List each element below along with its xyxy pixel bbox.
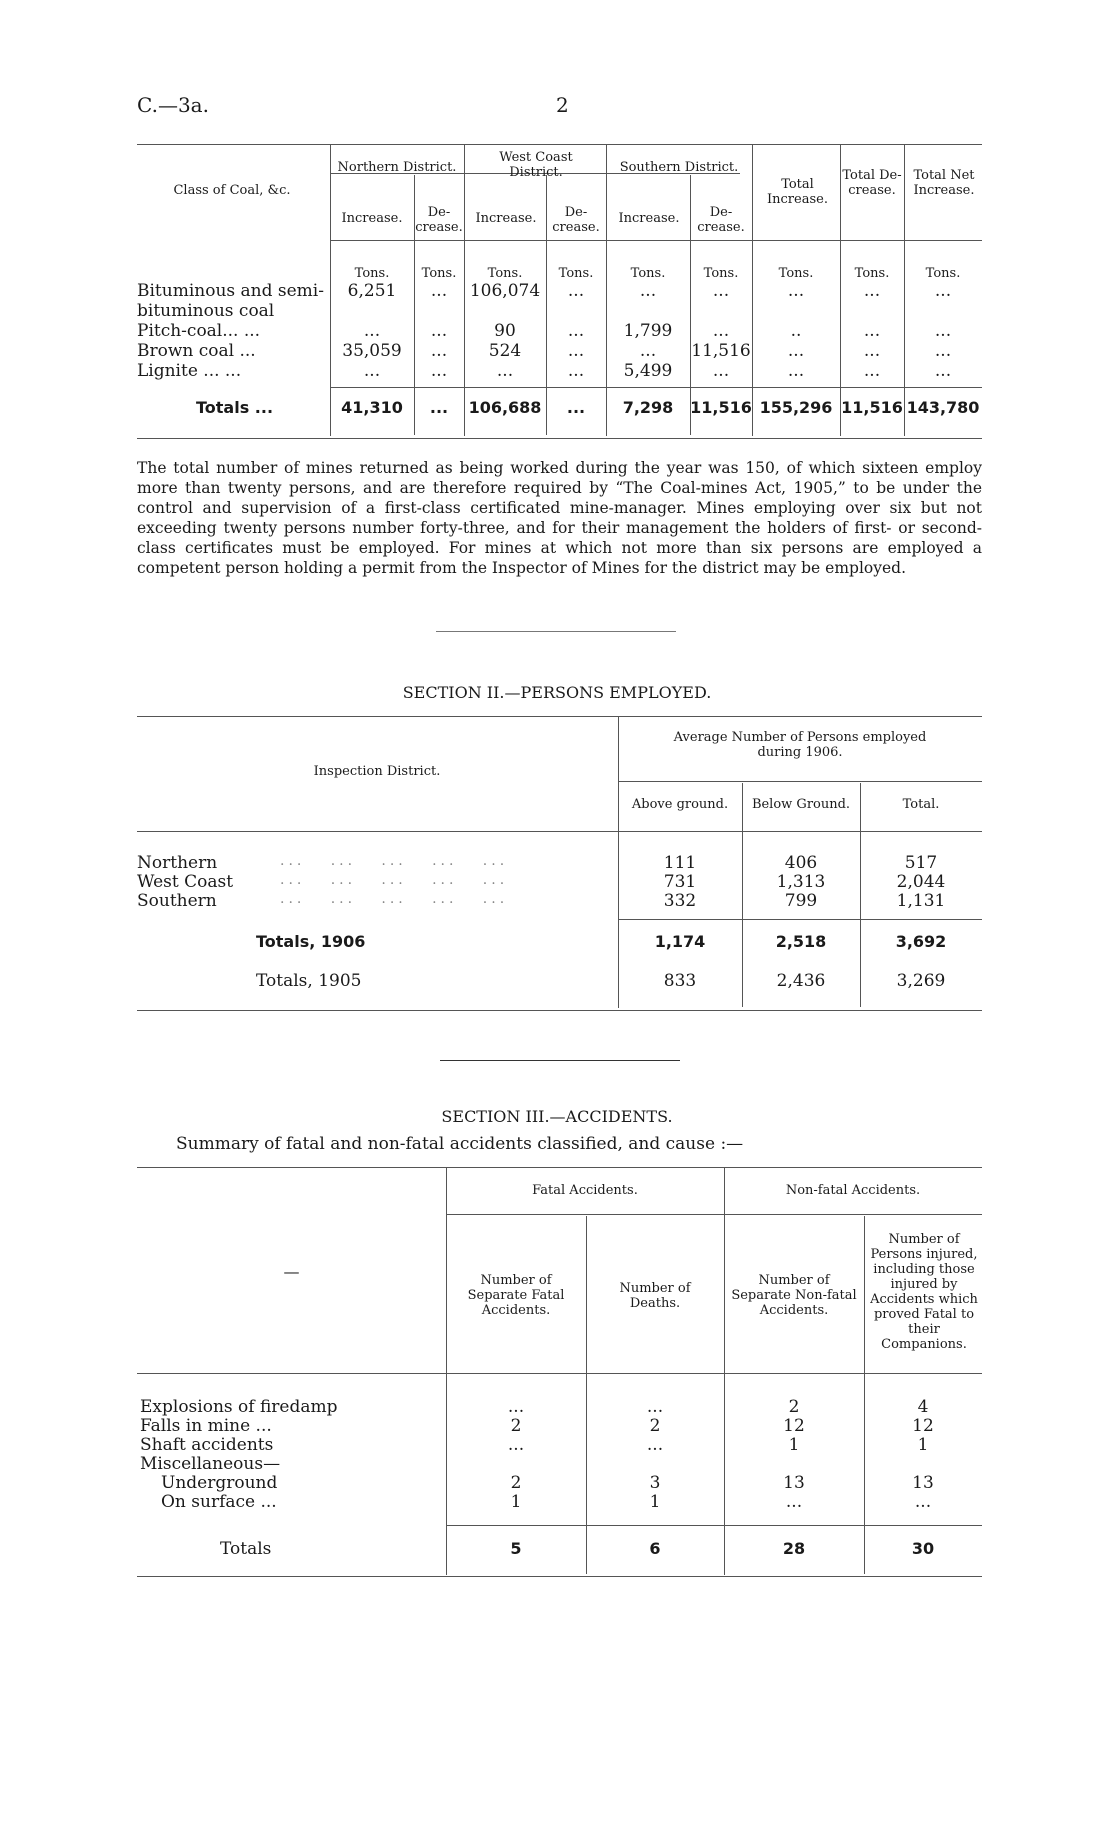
persons-cell: 2,044 bbox=[896, 872, 946, 892]
accident-cell: 13 bbox=[912, 1473, 934, 1493]
accident-cell: ... bbox=[507, 1397, 525, 1417]
accident-cell: ... bbox=[646, 1397, 664, 1417]
accident-cell: ... bbox=[914, 1492, 932, 1512]
district-row-label: Southern bbox=[137, 891, 217, 911]
section3-title: SECTION III.—ACCIDENTS. bbox=[441, 1107, 673, 1126]
persons-cell: 332 bbox=[663, 891, 697, 911]
coal-row-label: Lignite ... ... bbox=[137, 361, 242, 381]
accident-row-label: Explosions of firedamp bbox=[140, 1397, 338, 1417]
coal-cell: ... bbox=[567, 321, 585, 341]
persons-total-1905-cell: 3,269 bbox=[896, 971, 946, 991]
persons-injured-header: Number of Persons injured, including those injured by Accidents which proved Fatal to their Companions. bbox=[870, 1232, 978, 1352]
persons-total-1906-cell: 3,692 bbox=[895, 932, 947, 951]
accident-row-label: Shaft accidents bbox=[140, 1435, 274, 1455]
number-of-deaths-header: Number of Deaths. bbox=[619, 1281, 691, 1311]
coal-cell: ... bbox=[496, 361, 514, 381]
accident-cell: 4 bbox=[917, 1397, 929, 1417]
inspection-district-header: Inspection District. bbox=[313, 764, 441, 779]
coal-cell: ... bbox=[639, 281, 657, 301]
coal-cell: ... bbox=[567, 281, 585, 301]
coal-cell: ... bbox=[363, 361, 381, 381]
page-number: 2 bbox=[556, 93, 569, 117]
coal-cell: ... bbox=[430, 341, 448, 361]
coal-cell: ... bbox=[787, 361, 805, 381]
nonfatal-accidents-header: Non-fatal Accidents. bbox=[785, 1183, 921, 1198]
persons-cell: 731 bbox=[663, 872, 697, 892]
accident-total-cell: 30 bbox=[911, 1539, 935, 1558]
total-header: Total. bbox=[902, 797, 940, 812]
accident-cell: 1 bbox=[788, 1435, 800, 1455]
coal-row-label: Pitch-coal... ... bbox=[137, 321, 261, 341]
coal-cell: ... bbox=[787, 281, 805, 301]
persons-total-1906-cell: 1,174 bbox=[654, 932, 706, 951]
coal-cell: ... bbox=[712, 281, 730, 301]
persons-cell: 1,313 bbox=[776, 872, 826, 892]
coal-cell: 106,074 bbox=[469, 281, 541, 301]
accident-cell: 13 bbox=[783, 1473, 805, 1493]
accident-cell: ... bbox=[507, 1435, 525, 1455]
coal-cell: ... bbox=[863, 321, 881, 341]
coal-cell: ... bbox=[934, 281, 952, 301]
accident-cell: 1 bbox=[917, 1435, 929, 1455]
accident-cell: 12 bbox=[783, 1416, 805, 1436]
coal-row-label: Bituminous and semi-bituminous coal bbox=[137, 281, 324, 321]
coal-cell: 11,516 bbox=[691, 341, 751, 361]
accident-cell: ... bbox=[646, 1435, 664, 1455]
coal-total-cell: 7,298 bbox=[622, 398, 674, 417]
persons-cell: 799 bbox=[784, 891, 818, 911]
unit-label: Tons. bbox=[354, 266, 390, 281]
unit-label: Tons. bbox=[778, 266, 814, 281]
coal-cell: 1,799 bbox=[623, 321, 673, 341]
accident-totals-label: Totals bbox=[220, 1539, 272, 1559]
accident-cell: 2 bbox=[649, 1416, 661, 1436]
coal-total-cell: 106,688 bbox=[468, 398, 542, 417]
fatal-accidents-header: Fatal Accidents. bbox=[532, 1183, 638, 1198]
coal-totals-label: Totals ... bbox=[196, 398, 274, 417]
section2-title: SECTION II.—PERSONS EMPLOYED. bbox=[402, 683, 712, 702]
total-increase-header: Total Increase. bbox=[767, 177, 828, 207]
coal-cell: ... bbox=[430, 361, 448, 381]
coal-total-cell: ... bbox=[429, 398, 449, 417]
class-of-coal-header: Class of Coal, &c. bbox=[173, 183, 291, 198]
coal-total-cell: 143,780 bbox=[906, 398, 980, 417]
persons-total-1905-cell: 2,436 bbox=[776, 971, 826, 991]
coal-cell: 5,499 bbox=[623, 361, 673, 381]
accident-row-label: Underground bbox=[161, 1473, 278, 1493]
accident-row-label: Falls in mine ... bbox=[140, 1416, 272, 1436]
accidents-summary: Summary of fatal and non-fatal accidents classified, and cause :— bbox=[176, 1134, 744, 1154]
coal-cell: ... bbox=[863, 341, 881, 361]
accident-total-cell: 5 bbox=[510, 1539, 522, 1558]
unit-label: Tons. bbox=[487, 266, 523, 281]
southern-increase: Increase. bbox=[618, 211, 680, 226]
below-ground-header: Below Ground. bbox=[751, 797, 851, 812]
accident-cell: 1 bbox=[649, 1492, 661, 1512]
coal-total-cell: 41,310 bbox=[341, 398, 403, 417]
coal-cell: ... bbox=[567, 361, 585, 381]
totals-1905-label: Totals, 1905 bbox=[256, 971, 362, 991]
west-coast-header: West Coast District. bbox=[499, 150, 573, 180]
northern-header: Northern District. bbox=[337, 160, 457, 175]
separate-fatal-header: Number of Separate Fatal Accidents. bbox=[467, 1273, 565, 1318]
accident-cell: 3 bbox=[649, 1473, 661, 1493]
northern-increase: Increase. bbox=[341, 211, 403, 226]
coal-total-cell: ... bbox=[566, 398, 586, 417]
page-reference: C.—3a. bbox=[137, 93, 209, 117]
coal-cell: ... bbox=[787, 341, 805, 361]
district-row-label: West Coast bbox=[137, 872, 234, 892]
coal-cell: ... bbox=[363, 321, 381, 341]
accident-cell: 12 bbox=[912, 1416, 934, 1436]
accident-total-cell: 28 bbox=[782, 1539, 806, 1558]
above-ground-header: Above ground. bbox=[631, 797, 729, 812]
accident-row-label: Miscellaneous— bbox=[140, 1454, 281, 1474]
coal-cell: ... bbox=[639, 341, 657, 361]
coal-cell: ... bbox=[712, 361, 730, 381]
coal-cell: ... bbox=[863, 281, 881, 301]
southern-decrease: De-crease. bbox=[697, 205, 745, 235]
persons-total-1905-cell: 833 bbox=[663, 971, 697, 991]
coal-cell: ... bbox=[567, 341, 585, 361]
coal-cell: ... bbox=[430, 321, 448, 341]
coal-cell: ... bbox=[712, 321, 730, 341]
northern-decrease: De-crease. bbox=[415, 205, 463, 235]
coal-cell: ... bbox=[934, 321, 952, 341]
coal-cell: 35,059 bbox=[342, 341, 402, 361]
unit-label: Tons. bbox=[630, 266, 666, 281]
coal-cell: 90 bbox=[494, 321, 516, 341]
totals-1906-label: Totals, 1906 bbox=[256, 932, 366, 951]
coal-cell: ... bbox=[934, 341, 952, 361]
accident-total-cell: 6 bbox=[649, 1539, 661, 1558]
persons-cell: 517 bbox=[904, 853, 938, 873]
accident-cell: 2 bbox=[510, 1416, 522, 1436]
unit-label: Tons. bbox=[558, 266, 594, 281]
westcoast-decrease: De-crease. bbox=[552, 205, 600, 235]
westcoast-increase: Increase. bbox=[475, 211, 537, 226]
coal-cell: .. bbox=[790, 321, 802, 341]
average-persons-header: Average Number of Persons employed during 1906. bbox=[673, 730, 927, 760]
coal-row-label: Brown coal ... bbox=[137, 341, 256, 361]
unit-label: Tons. bbox=[925, 266, 961, 281]
accident-cell: ... bbox=[785, 1492, 803, 1512]
coal-cell: 6,251 bbox=[347, 281, 397, 301]
unit-label: Tons. bbox=[421, 266, 457, 281]
coal-cell: ... bbox=[430, 281, 448, 301]
district-row-label: Northern bbox=[137, 853, 218, 873]
accident-row-label: On surface ... bbox=[161, 1492, 277, 1512]
separate-nonfatal-header: Number of Separate Non-fatal Accidents. bbox=[731, 1273, 857, 1318]
dash-header: — bbox=[283, 1262, 300, 1281]
accident-cell: 2 bbox=[510, 1473, 522, 1493]
persons-cell: 406 bbox=[784, 853, 818, 873]
unit-label: Tons. bbox=[854, 266, 890, 281]
persons-total-1906-cell: 2,518 bbox=[775, 932, 827, 951]
accident-cell: 1 bbox=[510, 1492, 522, 1512]
total-net-header: Total Net Increase. bbox=[913, 168, 975, 198]
coal-total-cell: 155,296 bbox=[759, 398, 833, 417]
coal-total-cell: 11,516 bbox=[841, 398, 903, 417]
persons-cell: 1,131 bbox=[896, 891, 946, 911]
total-decrease-header: Total De-crease. bbox=[842, 168, 902, 198]
persons-cell: 111 bbox=[663, 853, 697, 873]
coal-cell: ... bbox=[863, 361, 881, 381]
accident-cell: 2 bbox=[788, 1397, 800, 1417]
mines-paragraph: The total number of mines returned as being worked during the year was 150, of which sixteen employ more than twenty persons, and are therefore required by “The Coal-mines Act, 1905,” to be under the control and supervision of a first-class certificated mine-manager. Mines employing over six but not exceeding twenty persons number forty-three, and for their management the holders of first- or second-class certificates must be employed. For mines at which not more than six persons are employed a competent person holding a permit from the Inspector of Mines for the district may be employed. bbox=[137, 459, 982, 577]
unit-label: Tons. bbox=[703, 266, 739, 281]
coal-total-cell: 11,516 bbox=[690, 398, 752, 417]
coal-cell: 524 bbox=[488, 341, 522, 361]
southern-header: Southern District. bbox=[619, 160, 739, 175]
coal-cell: ... bbox=[934, 361, 952, 381]
